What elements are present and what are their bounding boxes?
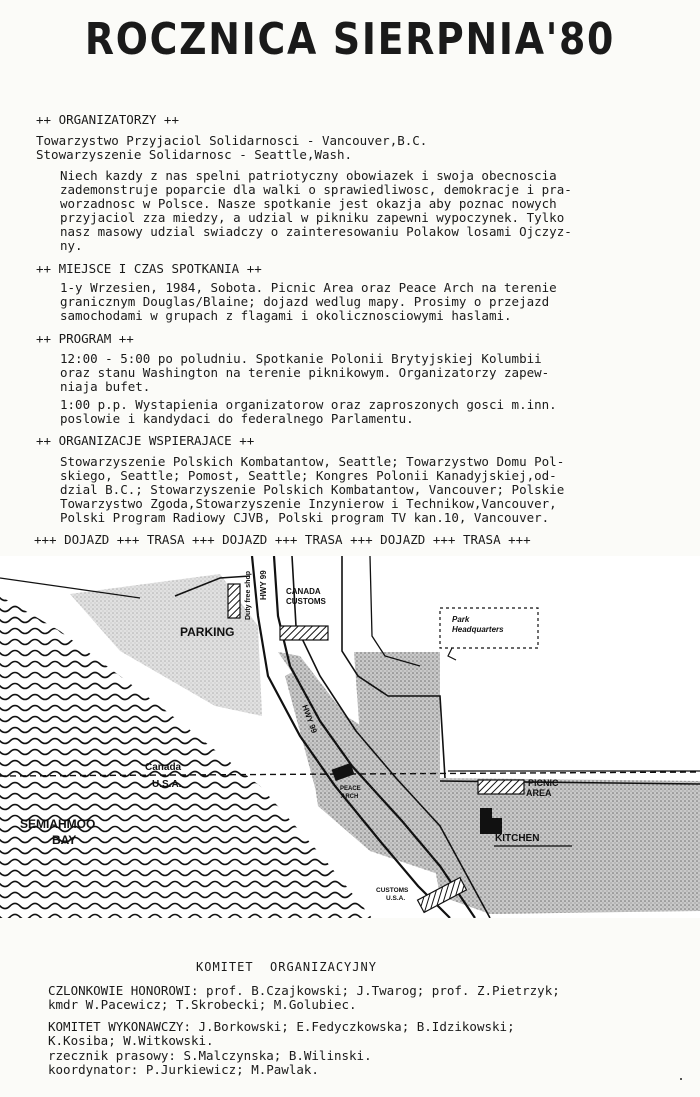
organizers-paragraph-line: nasz masowy udzial swiadczy o zainteresowaniu Polakow losami Ojczyz-: [60, 224, 572, 239]
supporting-orgs-line: Towarzystwo Zgoda,Stowarzyszenie Inzynierow i Technikow,Vancouver,: [60, 496, 557, 511]
picnic-area-label: AREA: [526, 788, 552, 798]
place-paragraph-line: samochodami w grupach z flagami i okolicznosciowymi haslami.: [60, 308, 512, 323]
semiahmoo-bay-label: BAY: [52, 833, 77, 847]
supporting-orgs-line: skiego, Seattle; Pomost, Seattle; Kongres Polonii Kanadyjskiej,od-: [60, 468, 557, 483]
park-hq-label: Headquarters: [452, 625, 504, 634]
customs-usa-label: U.S.A.: [386, 895, 406, 902]
place-paragraph-line: granicznym Douglas/Blaine; dojazd wedlug mapy. Prosimy o przejazd: [60, 294, 550, 309]
supporting-orgs-header: ++ ORGANIZACJE WSPIERAJACE ++: [36, 433, 255, 448]
peace-arch-label: ARCH: [341, 794, 359, 800]
committee-title: KOMITET ORGANIZACYJNY: [196, 960, 377, 974]
supporting-orgs-line: dzial B.C.; Stowarzyszenie Polskich Kombatantow, Vancouver; Polskie: [60, 482, 565, 497]
program-paragraph-line: 1:00 p.p. Wystapienia organizatorow oraz zaproszonych gosci m.inn.: [60, 397, 557, 412]
organizers-paragraph-line: zademonstruje poparcie dla walki o sprawiedliwosc, demokracje i pra-: [60, 182, 572, 197]
organizers-paragraph-line: przyjaciol zza miedzy, a udzial w pikniku zapewni wypoczynek. Tylko: [60, 210, 565, 225]
semiahmoo-bay-label: SEMIAHMOO: [20, 817, 96, 831]
usa-label: U.S.A.: [152, 779, 182, 790]
supporting-orgs-line: Stowarzyszenie Polskich Kombatantow, Seattle; Towarzystwo Domu Pol-: [60, 454, 565, 469]
organizers-paragraph-line: worzadnosc w Polsce. Nasze spotkanie jest okazja aby poznac nowych: [60, 196, 557, 211]
executive-committee-line: KOMITET WYKONAWCZY: J.Borkowski; E.Fedyczkowska; B.Idzikowski;: [48, 1019, 515, 1034]
duty-free-shop-label: Duty free shop: [245, 570, 252, 620]
directions-banner: +++ DOJAZD +++ TRASA +++ DOJAZD +++ TRASA +++ DOJAZD +++ TRASA +++: [34, 532, 531, 547]
press-spokesperson-line: rzecznik prasowy: S.Malczynska; B.Wilinski.: [48, 1048, 372, 1063]
organizer-line: Towarzystwo Przyjaciol Solidarnosci - Vancouver,B.C.: [36, 133, 428, 148]
honorary-members-line: CZLONKOWIE HONOROWI: prof. B.Czajkowski; J.Twarog; prof. Z.Pietrzyk;: [48, 983, 560, 998]
organizers-header: ++ ORGANIZATORZY ++: [36, 112, 179, 127]
coordinator-line: koordynator: P.Jurkiewicz; M.Pawlak.: [48, 1062, 319, 1077]
canada-customs-building: [280, 626, 328, 640]
canada-label: Canada: [145, 762, 182, 773]
organizer-line: Stowarzyszenie Solidarnosc - Seattle,Wash.: [36, 147, 353, 162]
supporting-orgs-line: Polski Program Radiowy CJVB, Polski program TV kan.10, Vancouver.: [60, 510, 550, 525]
place-paragraph-line: 1-y Wrzesien, 1984, Sobota. Picnic Area oraz Peace Arch na terenie: [60, 280, 557, 295]
peace-arch-label: PEACE: [340, 786, 361, 792]
organizers-paragraph-line: ny.: [60, 238, 83, 253]
hwy99-top-label: HWY 99: [259, 570, 268, 600]
park-hq-label: Park: [452, 615, 470, 624]
kitchen-label: KITCHEN: [495, 833, 540, 844]
canada-customs-label: CANADA: [286, 587, 321, 596]
executive-committee-line: K.Kosiba; W.Witkowski.: [48, 1033, 214, 1048]
hwy99-middle-label: HWY 99: [300, 703, 319, 735]
page-title: ROCZNICA SIERPNIA'80: [84, 14, 616, 65]
customs-usa-label: CUSTOMS: [376, 887, 409, 894]
program-paragraph-line: poslowie i kandydaci do federalnego Parlamentu.: [60, 411, 414, 426]
program-header: ++ PROGRAM ++: [36, 331, 134, 346]
picnic-area-building: [478, 780, 524, 794]
duty-free-shop-building: [228, 584, 240, 618]
parking-label: PARKING: [180, 625, 235, 639]
program-paragraph-line: oraz stanu Washington na terenie piknikowym. Organizatorzy zapew-: [60, 365, 550, 380]
canada-customs-label: CUSTOMS: [286, 597, 326, 606]
route-map: [0, 556, 700, 918]
place-time-header: ++ MIEJSCE I CZAS SPOTKANIA ++: [36, 261, 262, 276]
honorary-members-line: kmdr W.Pacewicz; T.Skrobecki; M.Golubiec.: [48, 997, 357, 1012]
picnic-area-label: PICNIC: [528, 778, 559, 788]
corner-mark: [680, 1078, 682, 1080]
program-paragraph-line: niaja bufet.: [60, 379, 151, 394]
program-paragraph-line: 12:00 - 5:00 po poludniu. Spotkanie Polonii Brytyjskiej Kolumbii: [60, 351, 542, 366]
organizers-paragraph-line: Niech kazdy z nas spelni patriotyczny obowiazek i swoja obecnoscia: [60, 168, 557, 183]
